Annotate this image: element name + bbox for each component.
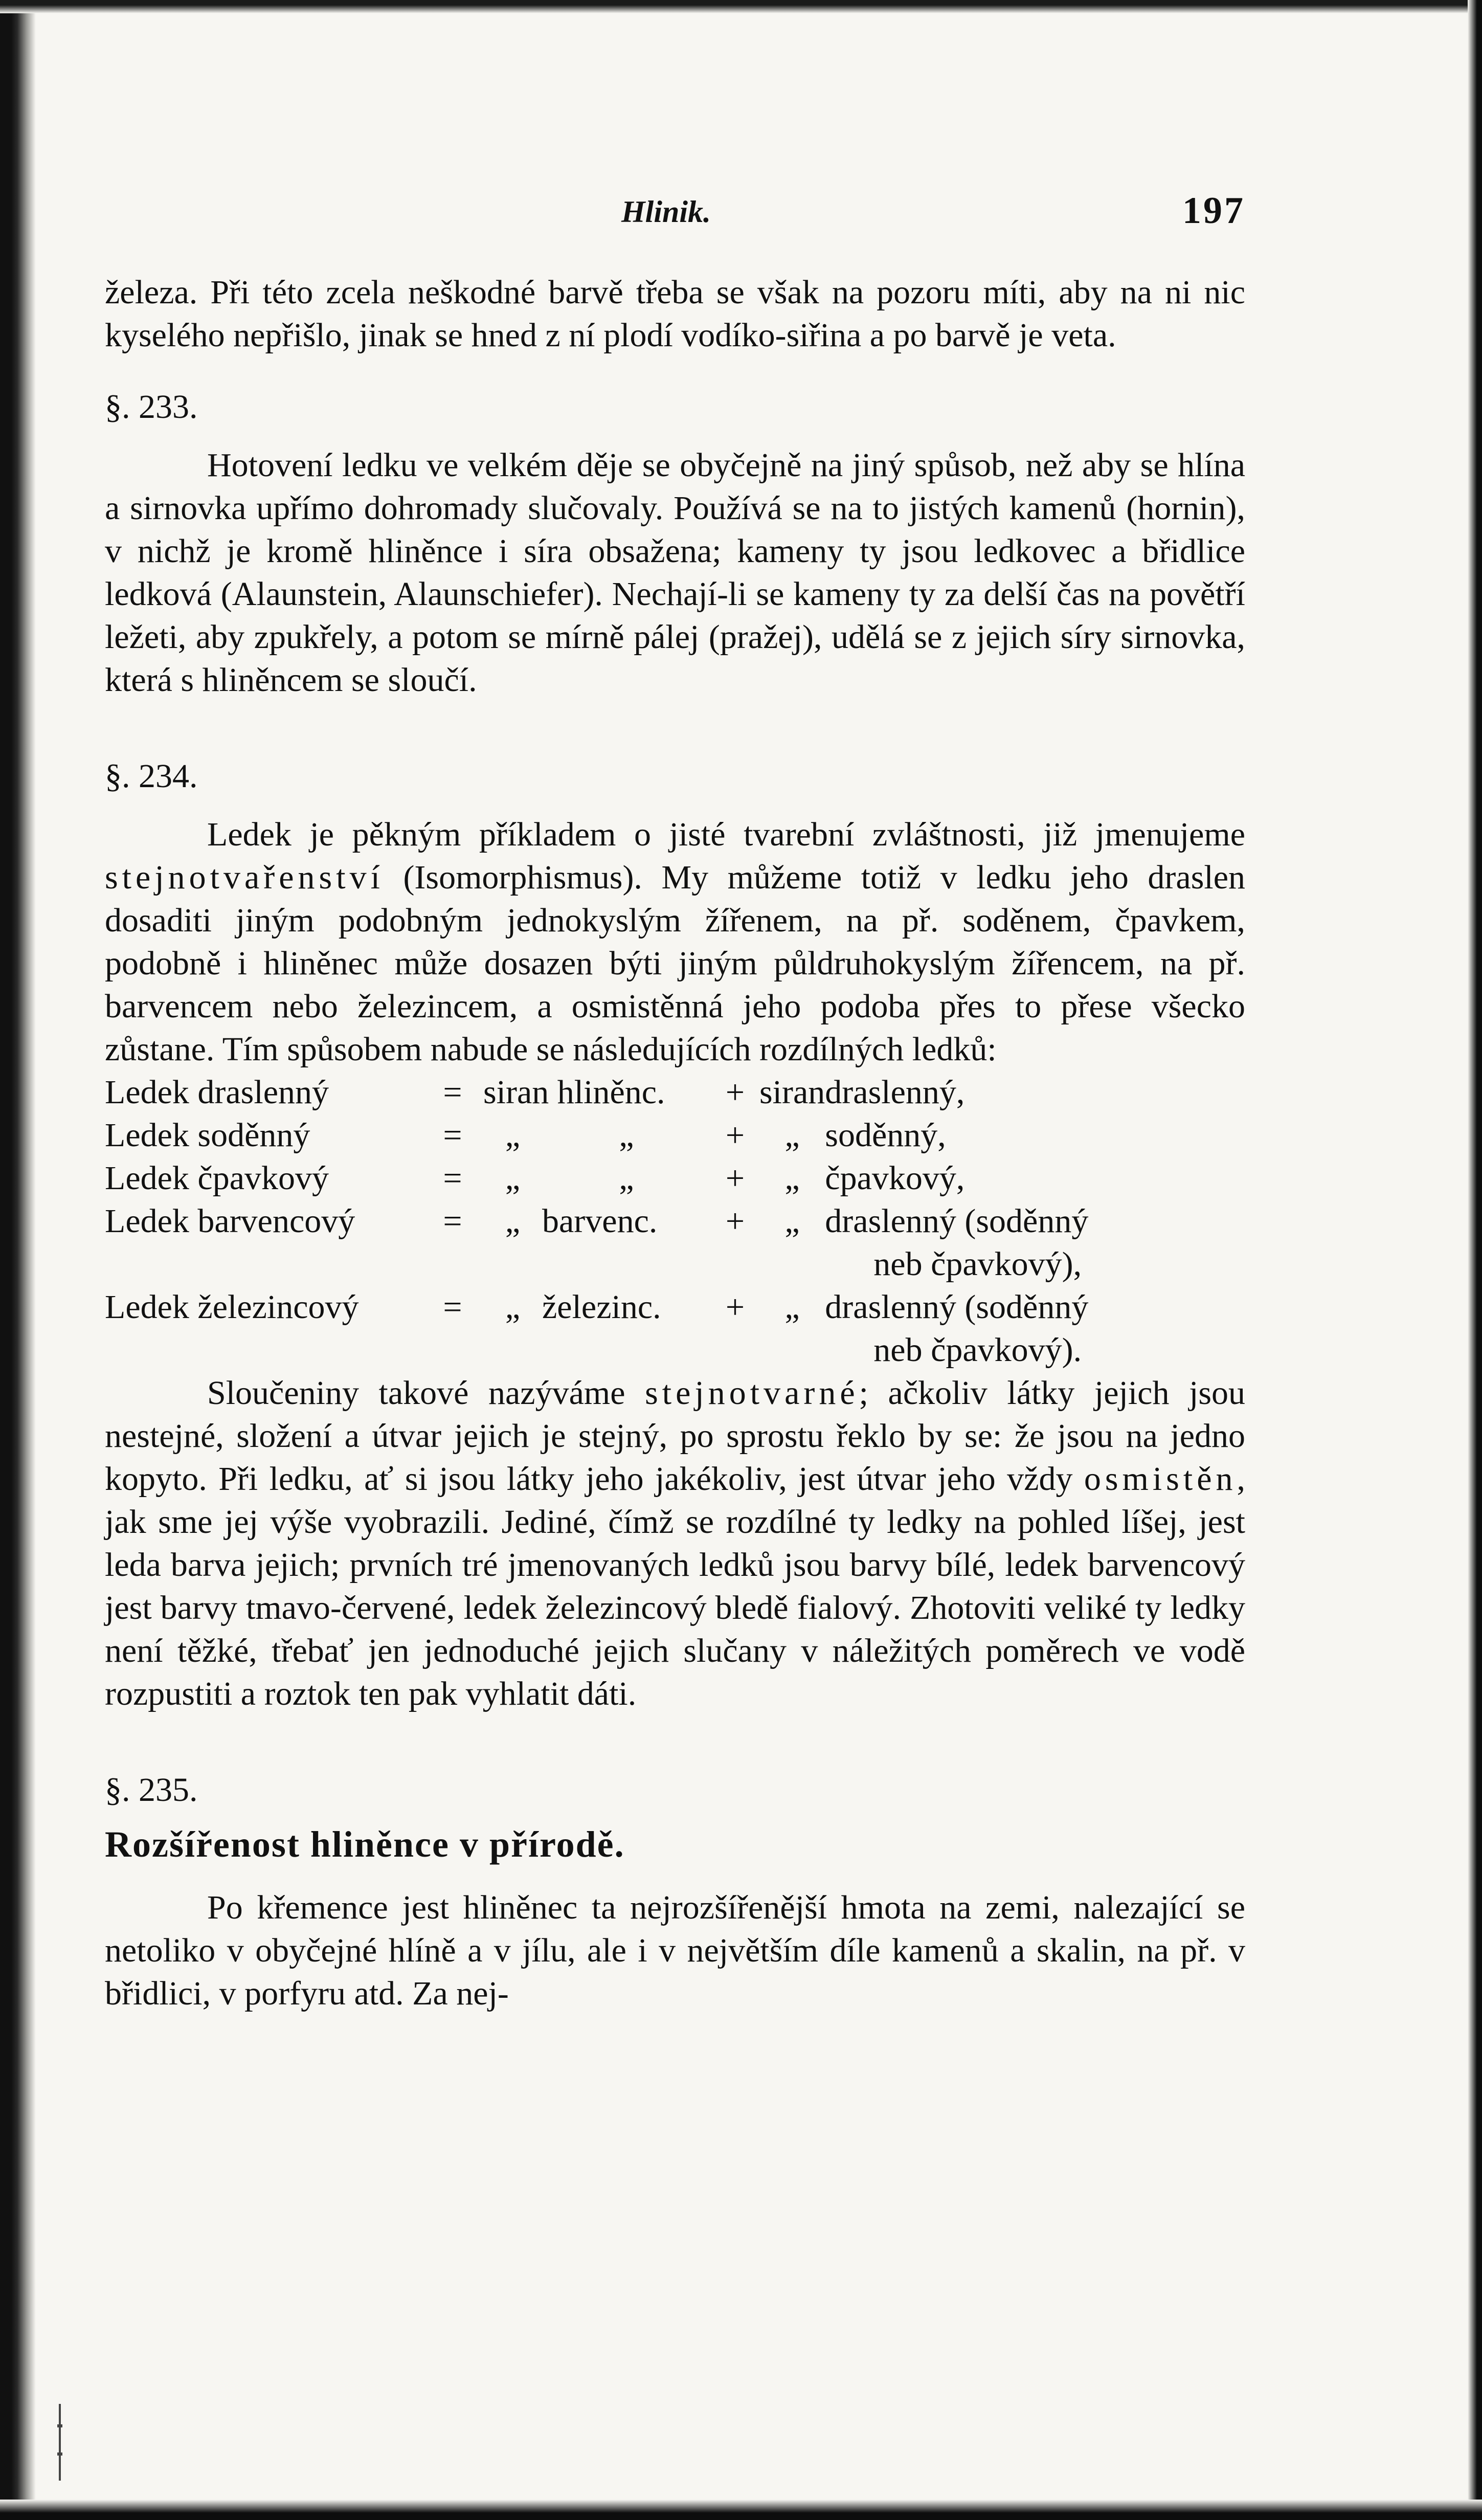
stamp-glyph (57, 2404, 62, 2481)
ledek-d: draslenný, (825, 1074, 965, 1111)
sec234-intro-b: (Isomorphismus). My můžeme totiž v ledku jeho draslen dosaditi jiným podobným jednokyslým žířenem, na př. soděnem, čpavkem, podobně i hliněnec může dosazen býti jiným půldruhokyslým žířencem, na př. barvencem nebo železincem, a osmistěnná jeho podoba přes to přese všecko zůstane. Tím spůsobem nabude se následujících rozdílných ledků: (105, 859, 1246, 1068)
plus-sign: + (725, 1117, 745, 1154)
ditto-mark: „ (505, 1159, 521, 1197)
section-235-text: Po křemence jest hliněnec ta nejrozšířenější hmota na zemi, nalezající se netoliko v obyčejné hlíně a v jílu, ale i v největším díle kamenů a skalin, na př. v břidlici, v porfyru atd. Za nej- (105, 1889, 1245, 2012)
section-234-text (105, 813, 1245, 1071)
ledek-name: Ledek soděnný (105, 1117, 310, 1154)
table-row (105, 1286, 1088, 1372)
ledek-name: Ledek barvencový (105, 1202, 355, 1240)
ditto-mark: „ (619, 1159, 634, 1197)
ditto-mark: „ (505, 1117, 521, 1154)
page-number: 197 (1182, 190, 1245, 232)
ditto-mark: „ (505, 1288, 521, 1326)
scan-right-edge (1468, 0, 1482, 2520)
equals-sign: = (443, 1202, 462, 1240)
ledek-d (825, 1200, 1088, 1286)
ledek-c: siran (759, 1074, 825, 1111)
equals-sign: = (443, 1117, 462, 1154)
section-234-text-2 (105, 1372, 1245, 1715)
scan-bottom-edge (0, 2500, 1482, 2520)
ledek-a: siran hliněnc. (483, 1074, 665, 1111)
ditto-mark: „ (619, 1117, 634, 1154)
table-row (105, 1071, 1088, 1114)
term-stejnotvarne: stejnotvarné (645, 1374, 859, 1412)
section-235-heading: Rozšířenost hliněnce v přírodě. (105, 1824, 625, 1865)
ledek-d-line2: neb čpavkový), (873, 1245, 1082, 1283)
term-osmisten: osmistěn (1084, 1460, 1237, 1498)
running-head-title: Hlinik. (621, 195, 711, 229)
sec234-intro-a: Ledek je pěkným příkladem o jisté tvarební zvláštnosti, již jmenujeme (207, 816, 1245, 853)
plus-sign: + (725, 1074, 745, 1111)
scan-top-edge (0, 0, 1482, 13)
body-text (105, 271, 1245, 2015)
running-head (105, 189, 1245, 240)
ledek-d: čpavkový, (825, 1159, 965, 1197)
ledek-name: Ledek železincový (105, 1288, 359, 1326)
ledek-b: železinc. (542, 1288, 661, 1326)
equals-sign: = (443, 1074, 462, 1111)
ledek-d-line1: draslenný (soděnný (825, 1288, 1089, 1326)
table-row (105, 1157, 1088, 1200)
term-stejnotvarenstvi: stejnotvařenství (105, 859, 384, 896)
ledek-d-line1: draslenný (soděnný (825, 1202, 1089, 1240)
ledky-table (105, 1071, 1088, 1372)
book-binding-edge (0, 0, 36, 2520)
sec234-p2-b: ; ačkoliv látky jejich jsou nestejné, složení a útvar jejich je stejný, po sprostu řeklo by se: že jsou na jedno kopyto. Při ledku, ať si jsou látky jeho jakékoliv, jest útvar jeho vždy (105, 1374, 1246, 1498)
ledek-name: Ledek draslenný (105, 1074, 329, 1111)
plus-sign: + (725, 1202, 745, 1240)
ditto-mark: „ (784, 1202, 800, 1240)
ditto-mark: „ (784, 1117, 800, 1154)
equals-sign: = (443, 1159, 462, 1197)
plus-sign: + (725, 1159, 745, 1197)
sec234-p2-a: Sloučeniny takové nazýváme (207, 1374, 625, 1412)
equals-sign: = (443, 1288, 462, 1326)
ledek-d-line2: neb čpavkový). (873, 1331, 1082, 1369)
table-row (105, 1114, 1088, 1157)
section-235-number: §. 235. (105, 1771, 198, 1809)
sec234-p2-c: , jak sme jej výše vyobrazili. Jediné, čímž se rozdílné ty ledky na pohled líšej, jest leda barva jejich; prvních tré jmenovaných ledků jsou barvy bílé, ledek barvencový jest barvy tmavo-červené, ledek železincový bledě fialový. Zhotoviti veliké ty ledky není těžké, třebať jen jednoduché jejich slučany v náležitých poměrech ve vodě rozpustiti a roztok ten pak vyhlatit dáti. (105, 1460, 1246, 1712)
ditto-mark: „ (784, 1288, 800, 1326)
ditto-mark: „ (784, 1159, 800, 1197)
section-233-text: Hotovení ledku ve velkém děje se obyčejně na jiný spůsob, než aby se hlína a sirnovka upřímo dohromady slučovaly. Používá se na to jistých kamenů (hornin), v nichž je kromě hliněnce i síra obsažena; kameny ty jsou ledkovec a břidlice ledková (Alaunstein, Alaunschiefer). Nechají-li se kameny ty za delší čas na povětří ležeti, aby zpukřely, a potom se mírně pálej (pražej), udělá se z jejich síry sirnovka, která s hliněncem se sloučí. (105, 447, 1245, 699)
ditto-mark: „ (505, 1202, 521, 1240)
ledek-name: Ledek čpavkový (105, 1159, 329, 1197)
ledek-b: barvenc. (542, 1202, 658, 1240)
table-row (105, 1200, 1088, 1286)
section-234-number: §. 234. (105, 757, 198, 795)
paragraph-continued: železa. Při této zcela neškodné barvě třeba se však na pozoru míti, aby na ni nic kyselého nepřišlo, jinak se hned z ní plodí vodíko-siřina a po barvě je veta. (105, 274, 1245, 354)
section-233-number: §. 233. (105, 388, 198, 426)
ledek-d: soděnný, (825, 1117, 946, 1154)
library-stamp-mark (57, 2404, 62, 2481)
ledek-d (825, 1286, 1088, 1372)
plus-sign: + (725, 1288, 745, 1326)
